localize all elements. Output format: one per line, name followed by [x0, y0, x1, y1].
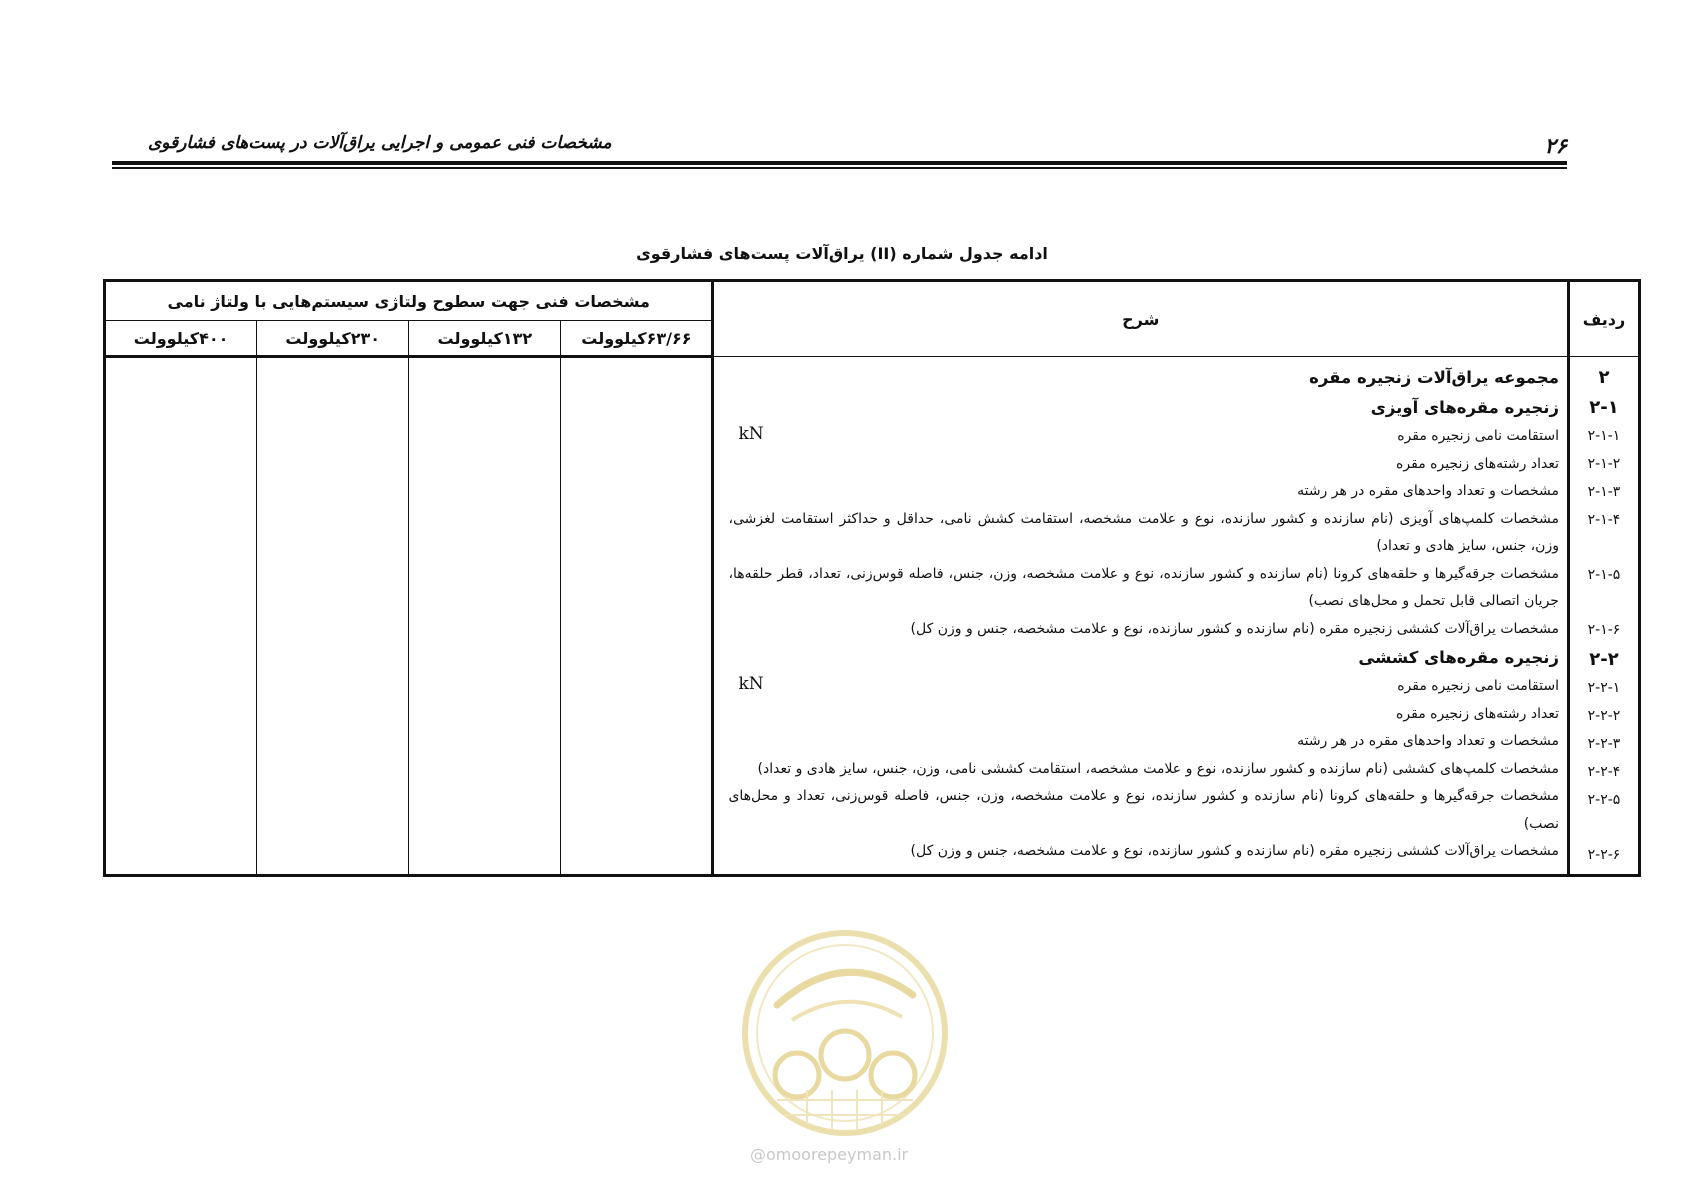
- row-index: ۲-۲-۳: [1587, 736, 1621, 752]
- section-heading: مجموعه یراق‌آلات زنجیره مقره: [1309, 368, 1559, 387]
- value-cell-400: [105, 357, 257, 876]
- watermark-logo: [737, 925, 953, 1141]
- value-cell-230: [257, 357, 409, 876]
- row-description: مشخصات یراق‌آلات کششی زنجیره مقره (نام سازنده و کشور سازنده، نوع و علامت مشخصه، جنس و وزن کل): [910, 620, 1559, 637]
- row-index: ۲-۱-۶: [1587, 622, 1621, 638]
- row-description-text: مشخصات جرقه‌گیرها و حلقه‌های کرونا (نام سازنده و کشور سازنده، نوع و علامت مشخصه، وزن، جنس، فاصله قوس‌زنی، تعداد و محل‌های نصب): [728, 788, 1559, 832]
- row-index: ۲-۱-۳: [1587, 484, 1621, 500]
- header-spec-group: مشخصات فنی جهت سطوح ولتاژی سیستم‌هایی با ولتاژ نامی: [105, 281, 713, 321]
- row-description: تعداد رشته‌های زنجیره مقره: [1396, 455, 1559, 472]
- row-unit: kN: [738, 423, 764, 444]
- row-unit: kN: [738, 673, 764, 694]
- row-description: مشخصات و تعداد واحدهای مقره در هر رشته: [1297, 483, 1559, 499]
- row-description: تعداد رشته‌های زنجیره مقره: [1396, 705, 1559, 722]
- row-description: [728, 783, 1559, 838]
- value-cell-132: [409, 357, 561, 876]
- description-column: [713, 357, 1569, 876]
- row-index: ۲-۱-۲: [1587, 456, 1621, 472]
- row-description: مشخصات یراق‌آلات کششی زنجیره مقره (نام سازنده و کشور سازنده، نوع و علامت مشخصه، جنس و وزن کل): [910, 843, 1559, 859]
- header-voltage-132: ۱۳۲کیلوولت: [409, 321, 561, 357]
- header-rule-thick: [112, 161, 1567, 165]
- row-description: [728, 506, 1559, 561]
- section-heading: زنجیره مقره‌های آویزی: [1370, 398, 1559, 417]
- spec-table: [103, 279, 1641, 877]
- header-voltage-400: ۴۰۰کیلوولت: [105, 321, 257, 357]
- header-description: شرح: [713, 281, 1569, 357]
- table-caption: ادامه جدول شماره (II) یراق‌آلات پست‌های فشارقوی: [636, 244, 1048, 263]
- value-cell-63-66: [561, 357, 713, 876]
- header-voltage-230: ۲۳۰کیلوولت: [257, 321, 409, 357]
- row-index: ۲-۱-۵: [1587, 567, 1621, 583]
- page-number: ۲۶: [1544, 134, 1567, 158]
- row-index: ۲: [1598, 367, 1610, 388]
- row-description: استقامت نامی زنجیره مقره: [1397, 678, 1559, 694]
- row-index: ۲-۲-۵: [1587, 792, 1621, 808]
- row-description-text: مشخصات کلمپ‌های آویزی (نام سازنده و کشور سازنده، نوع و علامت مشخصه، استقامت کشش نامی، حداقل و حداکثر استقامت لغزشی، وزن، جنس، سایز هادی و تعداد): [728, 510, 1559, 554]
- header-rule-thin: [112, 167, 1567, 169]
- row-index: ۲-۱: [1589, 397, 1619, 418]
- row-description-text: مشخصات جرقه‌گیرها و حلقه‌های کرونا (نام سازنده و کشور سازنده، نوع و علامت مشخصه، وزن، جنس، فاصله قوس‌زنی، تعداد، قطر حلقه‌ها، جریان اتصالی قابل تحمل و محل‌های نصب): [728, 565, 1559, 609]
- header-voltage-63-66: ۶۳/۶۶کیلوولت: [561, 321, 713, 357]
- row-index: ۲-۲-۶: [1587, 847, 1621, 863]
- row-index: ۲-۱-۱: [1587, 428, 1621, 444]
- page-header: [112, 126, 1567, 166]
- row-index: ۲-۲-۲: [1587, 708, 1621, 724]
- document-title: مشخصات فنی عمومی و اجرایی یراق‌آلات در پست‌های فشارقوی: [148, 133, 612, 153]
- row-index: ۲-۲: [1589, 649, 1619, 670]
- row-description: مشخصات و تعداد واحدهای مقره در هر رشته: [1297, 733, 1559, 749]
- row-description: [728, 561, 1559, 616]
- section-heading: زنجیره مقره‌های کششی: [1358, 648, 1559, 667]
- row-description: استقامت نامی زنجیره مقره: [1397, 428, 1559, 444]
- header-row-number: ردیف: [1568, 281, 1639, 357]
- row-index: ۲-۱-۴: [1587, 512, 1621, 528]
- row-description: مشخصات کلمپ‌های کششی (نام سازنده و کشور سازنده، نوع و علامت مشخصه، استقامت کششی نامی، وزن، جنس، سایز هادی و تعداد): [757, 760, 1559, 777]
- row-index: ۲-۲-۱: [1587, 680, 1621, 696]
- watermark-url: @omoorepeyman.ir: [750, 1145, 909, 1164]
- row-index: ۲-۲-۴: [1587, 764, 1621, 780]
- row-index-column: [1568, 357, 1639, 876]
